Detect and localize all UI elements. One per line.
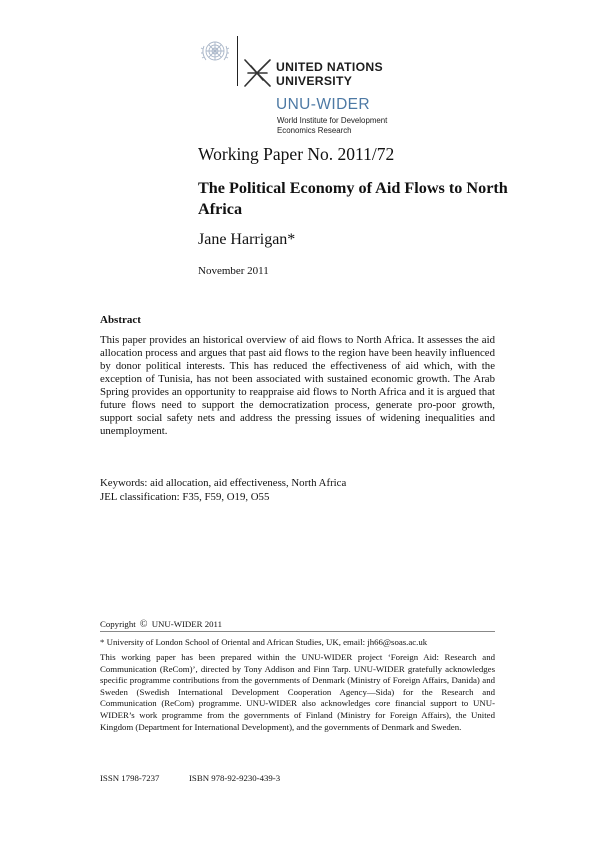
- author-name: Jane Harrigan*: [198, 231, 296, 248]
- author-affiliation: * University of London School of Oriental and African Studies, UK, email: jh66@soas.ac.uk: [100, 637, 428, 647]
- header-divider: [237, 36, 238, 86]
- copyright-symbol: ©: [139, 619, 148, 630]
- jel-classification: JEL classification: F35, F59, O19, O55: [100, 491, 270, 503]
- paper-title: The Political Economy of Aid Flows to North Africa: [198, 179, 508, 218]
- publication-date: November 2011: [198, 265, 269, 277]
- copyright-label: Copyright: [100, 619, 136, 629]
- org-name-line2: UNIVERSITY: [276, 74, 353, 88]
- institute-subtitle-line1: World Institute for Development: [277, 116, 388, 125]
- org-name-line1: UNITED NATIONS: [276, 60, 383, 74]
- keywords: Keywords: aid allocation, aid effectiveness, North Africa: [100, 477, 347, 489]
- copyright-line: [100, 619, 222, 630]
- abstract-body: This paper provides an historical overview of aid flows to North Africa. It assesses the aid allocation process and argues that past aid flows to the region have been heavily influenced by donor political interests. This has reduced the effectiveness of aid which, with the exception of Tunisia, has not been associated with sustained economic growth. The Arab Spring provides an opportunity to reappraise aid flows to North Africa and it is argued that future flows need to support the democratization process, generate pro-poor growth, support social safety nets and address the pressing issues of widening inequalities and unemployment.: [100, 334, 495, 437]
- footnote-divider: [100, 631, 495, 632]
- institute-subtitle-line2: Economics Research: [277, 126, 352, 135]
- isbn: ISBN 978-92-9230-439-3: [189, 773, 281, 783]
- unu-logo-icon: [243, 58, 272, 88]
- abstract-heading: Abstract: [100, 314, 141, 326]
- copyright-holder: UNU-WIDER 2011: [151, 619, 222, 629]
- funding-note: This working paper has been prepared within the UNU-WIDER project ‘Foreign Aid: Research and Communication (ReCom)’, directed by Tony Addison and Finn Tarp. UNU-WIDER gratefully acknowledges specific programme contributions from the governments of Denmark (Ministry of Foreign Affairs, Danida) and Sweden (Swedish International Development Cooperation Agency—Sida) for the Research and Communication (ReCom) programme. UNU-WIDER also acknowledges core financial support to UNU-WIDER’s work programme from the governments of Finland (Ministry for Foreign Affairs), the United Kingdom (Department for International Development), and the governments of Denmark and Sweden.: [100, 652, 495, 732]
- working-paper-number: Working Paper No. 2011/72: [198, 144, 395, 164]
- institute-name: UNU-WIDER: [276, 96, 371, 113]
- issn: ISSN 1798-7237: [100, 773, 160, 783]
- un-emblem-icon: [199, 36, 231, 68]
